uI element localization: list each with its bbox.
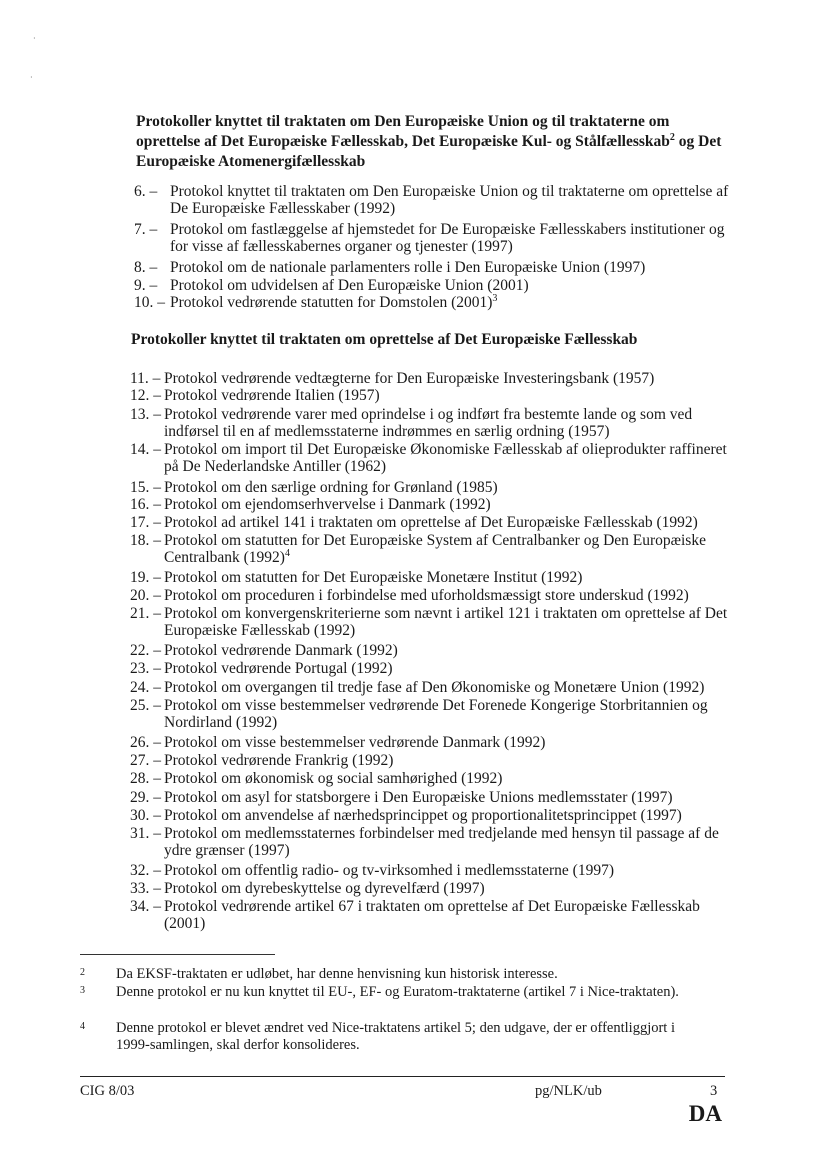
protocol-entry [130,605,730,639]
protocol-entry [130,679,730,696]
footnote-mark: 4 [80,1021,85,1032]
protocol-entry [130,734,730,751]
protocol-number: 14. – [130,441,161,458]
protocol-entry [130,479,730,496]
protocol-title-text: Protokol om import til Det Europæiske Økonomiske Fællesskab af olieprodukter raffineret på De Nederlandske Antiller (1962) [164,441,727,475]
protocol-number: 16. – [130,496,161,513]
protocol-entry [130,770,730,787]
protocol-title-text: Protokol vedrørende Frankrig (1992) [164,752,394,769]
protocol-title-text: Protokol vedrørende Danmark (1992) [164,642,398,659]
protocol-title-text: Protokol om økonomisk og social samhørighed (1992) [164,770,503,787]
protocol-title-text: Protokol om visse bestemmelser vedrørende Danmark (1992) [164,734,546,751]
protocol-title-text: Protokol om den særlige ordning for Grønland (1985) [164,479,498,496]
protocol-title [170,259,734,276]
protocol-entry [134,277,734,294]
protocol-title-text: Protokol om offentlig radio- og tv-virksomhed i medlemsstaterne (1997) [164,862,614,879]
footnote-ref: 4 [284,547,290,559]
heading-text-tail: og Det Europæiske Atomenergifællesskab [136,133,722,170]
protocol-title [170,294,734,311]
protocol-title [164,660,730,677]
protocol-number: 25. – [130,697,161,714]
protocol-title-text: Protokol om statutten for Det Europæiske Monetære Institut (1992) [164,569,583,586]
protocol-number: 33. – [130,880,161,897]
protocol-entry [130,807,730,824]
protocol-number: 19. – [130,569,161,586]
protocol-entry [130,660,730,677]
protocol-title [164,825,730,859]
protocol-entry [134,294,734,311]
protocol-title [164,752,730,769]
protocol-title [164,387,730,404]
protocol-title-text: Protokol om de nationale parlamenters rolle i Den Europæiske Union (1997) [170,259,646,276]
protocol-number: 8. – [134,259,158,276]
protocol-title-text: Protokol vedrørende vedtægterne for Den Europæiske Investeringsbank (1957) [164,370,655,387]
protocol-number: 34. – [130,898,161,915]
protocol-number: 9. – [134,277,158,294]
protocol-title-text: Protokol om asyl for statsborgere i Den Europæiske Unions medlemsstater (1997) [164,789,673,806]
protocol-title-text: Protokol vedrørende Portugal (1992) [164,660,393,677]
protocol-title-text: Protokol om proceduren i forbindelse med uforholdsmæssigt store underskud (1992) [164,587,689,604]
protocol-entry [130,789,730,806]
protocol-title [164,679,730,696]
protocol-number: 27. – [130,752,161,769]
protocol-title [164,479,730,496]
protocol-number: 31. – [130,825,161,842]
protocol-title-text: Protokol ad artikel 141 i traktaten om oprettelse af Det Europæiske Fællesskab (1992) [164,514,698,531]
protocol-entry [130,642,730,659]
language-code: DA [688,1101,722,1126]
protocol-title [164,898,730,932]
protocol-title [164,605,730,639]
protocol-number: 30. – [130,807,161,824]
protocol-number: 23. – [130,660,161,677]
protocol-title-text: Protokol vedrørende Italien (1957) [164,387,380,404]
protocol-entry [130,441,730,475]
protocol-title [164,370,730,387]
protocol-title-text: Protokol vedrørende artikel 67 i traktaten om oprettelse af Det Europæiske Fællesskab (2001) [164,898,700,932]
protocol-title-text: Protokol om konvergenskriterierne som nævnt i artikel 121 i traktaten om oprettelse af Det Europæiske Fællesskab (1992) [164,605,728,639]
protocol-entry [130,514,730,531]
footnote-ref: 2 [669,131,675,143]
footer-divider [80,1076,725,1077]
page-number: 3 [710,1083,718,1099]
protocol-title-text: Protokol om statutten for Det Europæiske System af Centralbanker og Den Europæiske Centralbank (1992) [164,532,706,566]
footnote-text: Da EKSF-traktaten er udløbet, har denne henvisning kun historisk interesse. [116,966,558,982]
protocol-title [164,514,730,531]
protocol-number: 13. – [130,406,161,423]
protocol-title [164,862,730,879]
protocol-title [164,642,730,659]
protocol-number: 24. – [130,679,161,696]
protocol-entry [130,587,730,604]
protocol-number: 20. – [130,587,161,604]
protocol-entry [134,259,734,276]
protocol-number: 22. – [130,642,161,659]
protocol-title [164,406,730,440]
protocol-title-text: Protokol om anvendelse af nærhedsprincippet og proportionalitetsprincippet (1997) [164,807,682,824]
heading-text: Protokoller knyttet til traktaten om Den Europæiske Union og til traktaterne om oprettelse af Det Europæiske Fællesskab, Det Europæiske Kul- og Stålfællesskab [136,113,670,150]
protocol-entry [130,825,730,859]
protocol-title [170,277,734,294]
protocol-number: 11. – [130,370,161,387]
protocol-entry [130,569,730,586]
scan-speck: · [30,73,33,82]
protocol-title-text: Protokol om dyrebeskyttelse og dyrevelfærd (1997) [164,880,485,897]
protocol-title-text: Protokol knyttet til traktaten om Den Europæiske Union og til traktaterne om oprettelse af De Europæiske Fællesskaber (1992) [170,183,729,217]
protocol-title-text: Protokol om ejendomserhvervelse i Danmark (1992) [164,496,491,513]
protocol-number: 21. – [130,605,161,622]
protocol-title-text: Protokol om overgangen til tredje fase af Den Økonomiske og Monetære Union (1992) [164,679,705,696]
protocol-title-text: Protokol vedrørende varer med oprindelse i og indført fra bestemte lande og som ved indførsel til en af medlemsstaterne indrømmes en særlig ordning (1957) [164,406,693,440]
protocol-title [164,441,730,475]
footnote-ref: 3 [492,292,498,304]
footnote-mark: 3 [80,985,85,996]
author-initials: pg/NLK/ub [535,1083,602,1099]
protocol-title [164,807,730,824]
protocol-entry [130,370,730,387]
protocol-title [164,734,730,751]
protocol-number: 28. – [130,770,161,787]
footnote-mark: 2 [80,967,85,978]
protocol-entry [130,752,730,769]
protocol-number: 7. – [134,221,158,238]
protocol-title-text: Protokol om visse bestemmelser vedrørende Det Forenede Kongerige Storbritannien og Nordirland (1992) [164,697,708,731]
protocol-entry [134,183,734,217]
protocol-title [164,569,730,586]
protocol-title [164,532,730,566]
protocol-title-text: Protokol om udvidelsen af Den Europæiske Union (2001) [170,277,529,294]
protocol-title [164,496,730,513]
protocol-title [164,697,730,731]
protocol-entry [130,898,730,932]
footnote-text: Denne protokol er nu kun knyttet til EU-, EF- og Euratom-traktaterne (artikel 7 i Nice-traktaten). [116,984,679,1000]
scan-speck: · [33,34,36,43]
protocol-number: 29. – [130,789,161,806]
protocol-title-text: Protokol vedrørende statutten for Domstolen (2001) [170,294,493,311]
protocol-entry [130,862,730,879]
protocol-entry [130,697,730,731]
protocol-title [164,789,730,806]
protocol-entry [134,221,734,255]
protocol-title [170,221,734,255]
protocol-number: 6. – [134,183,158,200]
section-heading-ec-treaty: Protokoller knyttet til traktaten om oprettelse af Det Europæiske Fællesskab [131,331,638,348]
protocol-title-text: Protokol om fastlæggelse af hjemstedet for De Europæiske Fællesskabers institutioner og for visse af fællesskabernes organer og tjenester (1997) [170,221,725,255]
protocol-entry [130,496,730,513]
protocol-title [164,880,730,897]
protocol-number: 18. – [130,532,161,549]
protocol-number: 12. – [130,387,161,404]
protocol-title [164,770,730,787]
protocol-entry [130,532,730,566]
footnote-divider [80,954,275,955]
protocol-title-text: Protokol om medlemsstaternes forbindelser med tredjelande med hensyn til passage af de ydre grænser (1997) [164,825,719,859]
protocol-number: 10. – [134,294,165,311]
protocol-entry [130,880,730,897]
footnote-text: Denne protokol er blevet ændret ved Nice-traktatens artikel 5; den udgave, der er offentliggjort i 1999-samlingen, skal derfor konsolideres. [116,1020,675,1053]
protocol-entry [130,406,730,440]
protocol-number: 17. – [130,514,161,531]
protocol-number: 26. – [130,734,161,751]
protocol-title [164,587,730,604]
protocol-number: 15. – [130,479,161,496]
protocol-entry [130,387,730,404]
protocol-title [170,183,734,217]
protocol-number: 32. – [130,862,161,879]
section-heading-eu-treaties [136,112,736,172]
document-reference: CIG 8/03 [80,1083,135,1099]
